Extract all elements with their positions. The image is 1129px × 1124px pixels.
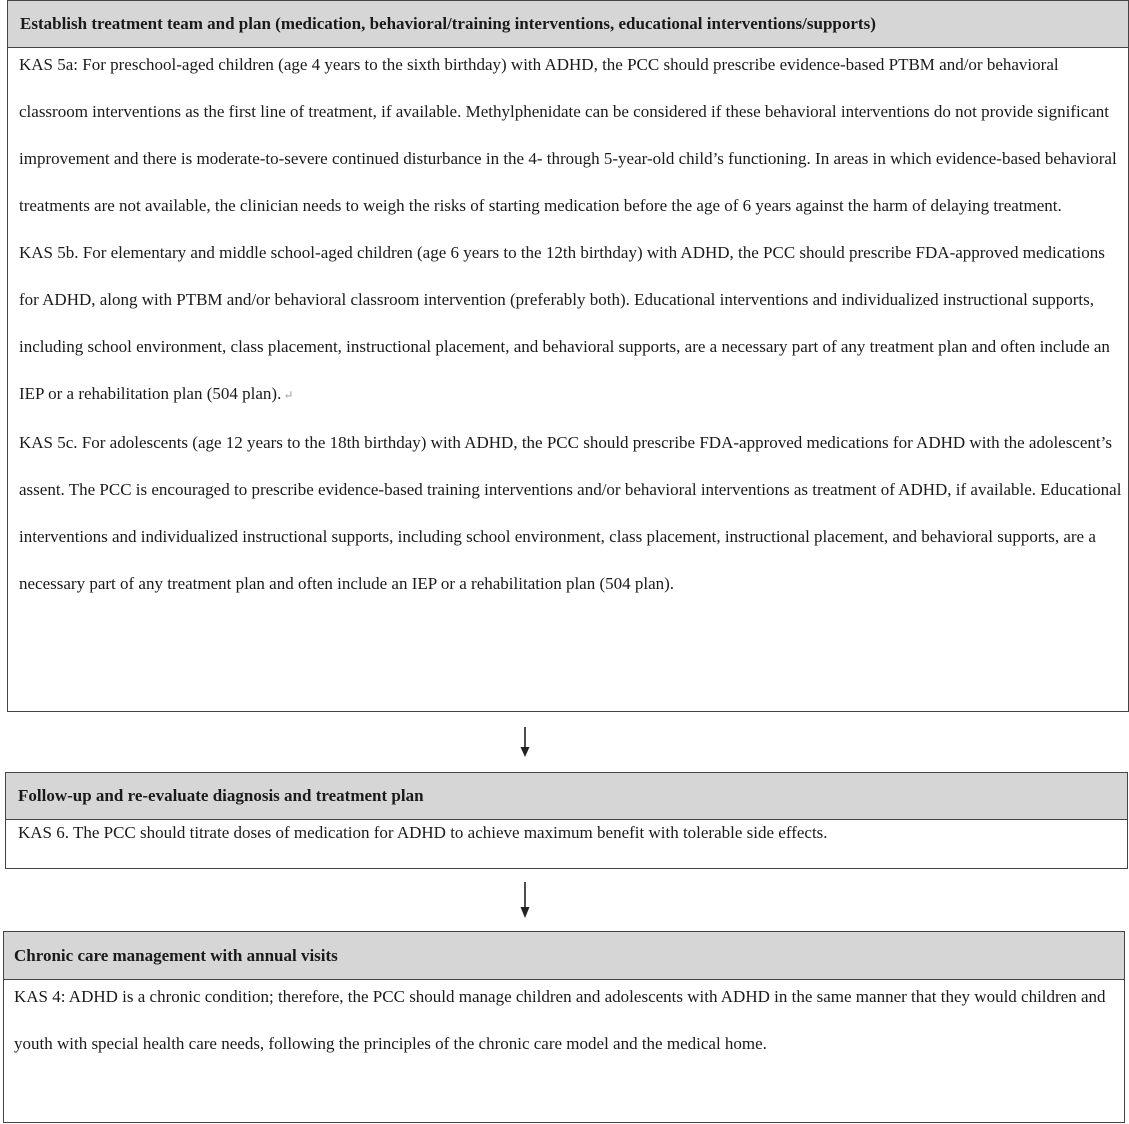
- kas-5b-text: KAS 5b. For elementary and middle school-aged children (age 6 years to the 12th birthday) with ADHD, the PCC should prescribe FDA-approved medications for ADHD, along with PTBM and/or behavioral classroom intervention (preferably both). Educational interventions and individualized instructional supports, including school environment, class placement, instructional placement, and behavioral supports, are a necessary part of any treatment plan and often include an IEP or a rehabilitation plan (504 plan).: [19, 243, 1110, 403]
- chronic-care-header: Chronic care management with annual visits: [4, 932, 1124, 980]
- chronic-care-body: [4, 973, 1124, 1067]
- chronic-care-box: [3, 931, 1125, 1123]
- paragraph-return-mark: ↵: [283, 388, 294, 402]
- treatment-plan-body: [8, 41, 1128, 607]
- kas-5c-text: KAS 5c. For adolescents (age 12 years to the 18th birthday) with ADHD, the PCC should prescribe FDA-approved medications for ADHD with the adolescent’s assent. The PCC is encouraged to prescribe evidence-based training interventions and/or behavioral interventions as treatment of ADHD, if available. Educational interventions and individualized instructional supports, including school environment, class placement, instructional placement, and behavioral supports, are a necessary part of any treatment plan and often include an IEP or a rehabilitation plan (504 plan).: [19, 433, 1122, 593]
- follow-up-body: [6, 809, 1127, 856]
- treatment-plan-header: Establish treatment team and plan (medication, behavioral/training interventions, educational interventions/supports): [8, 1, 1128, 48]
- kas-4-text: KAS 4: ADHD is a chronic condition; therefore, the PCC should manage children and adolescents with ADHD in the same manner that they would children and youth with special health care needs, following the principles of the chronic care model and the medical home.: [14, 987, 1106, 1053]
- down-arrow-icon: [519, 882, 531, 918]
- kas-6-text: KAS 6. The PCC should titrate doses of medication for ADHD to achieve maximum benefit with tolerable side effects.: [18, 823, 828, 842]
- down-arrow-icon: [519, 727, 531, 757]
- kas-5a-text: KAS 5a: For preschool-aged children (age 4 years to the sixth birthday) with ADHD, the PCC should prescribe evidence-based PTBM and/or behavioral classroom interventions as the first line of treatment, if available. Methylphenidate can be considered if these behavioral interventions do not provide significant improvement and there is moderate-to-severe continued disturbance in the 4- through 5-year-old child’s functioning. In areas in which evidence-based behavioral treatments are not available, the clinician needs to weigh the risks of starting medication before the age of 6 years against the harm of delaying treatment.: [19, 55, 1117, 215]
- treatment-plan-box: [7, 0, 1129, 712]
- follow-up-header: Follow-up and re-evaluate diagnosis and treatment plan: [6, 773, 1127, 820]
- follow-up-box: [5, 772, 1128, 869]
- kas-5b-paragraph: [19, 229, 1122, 419]
